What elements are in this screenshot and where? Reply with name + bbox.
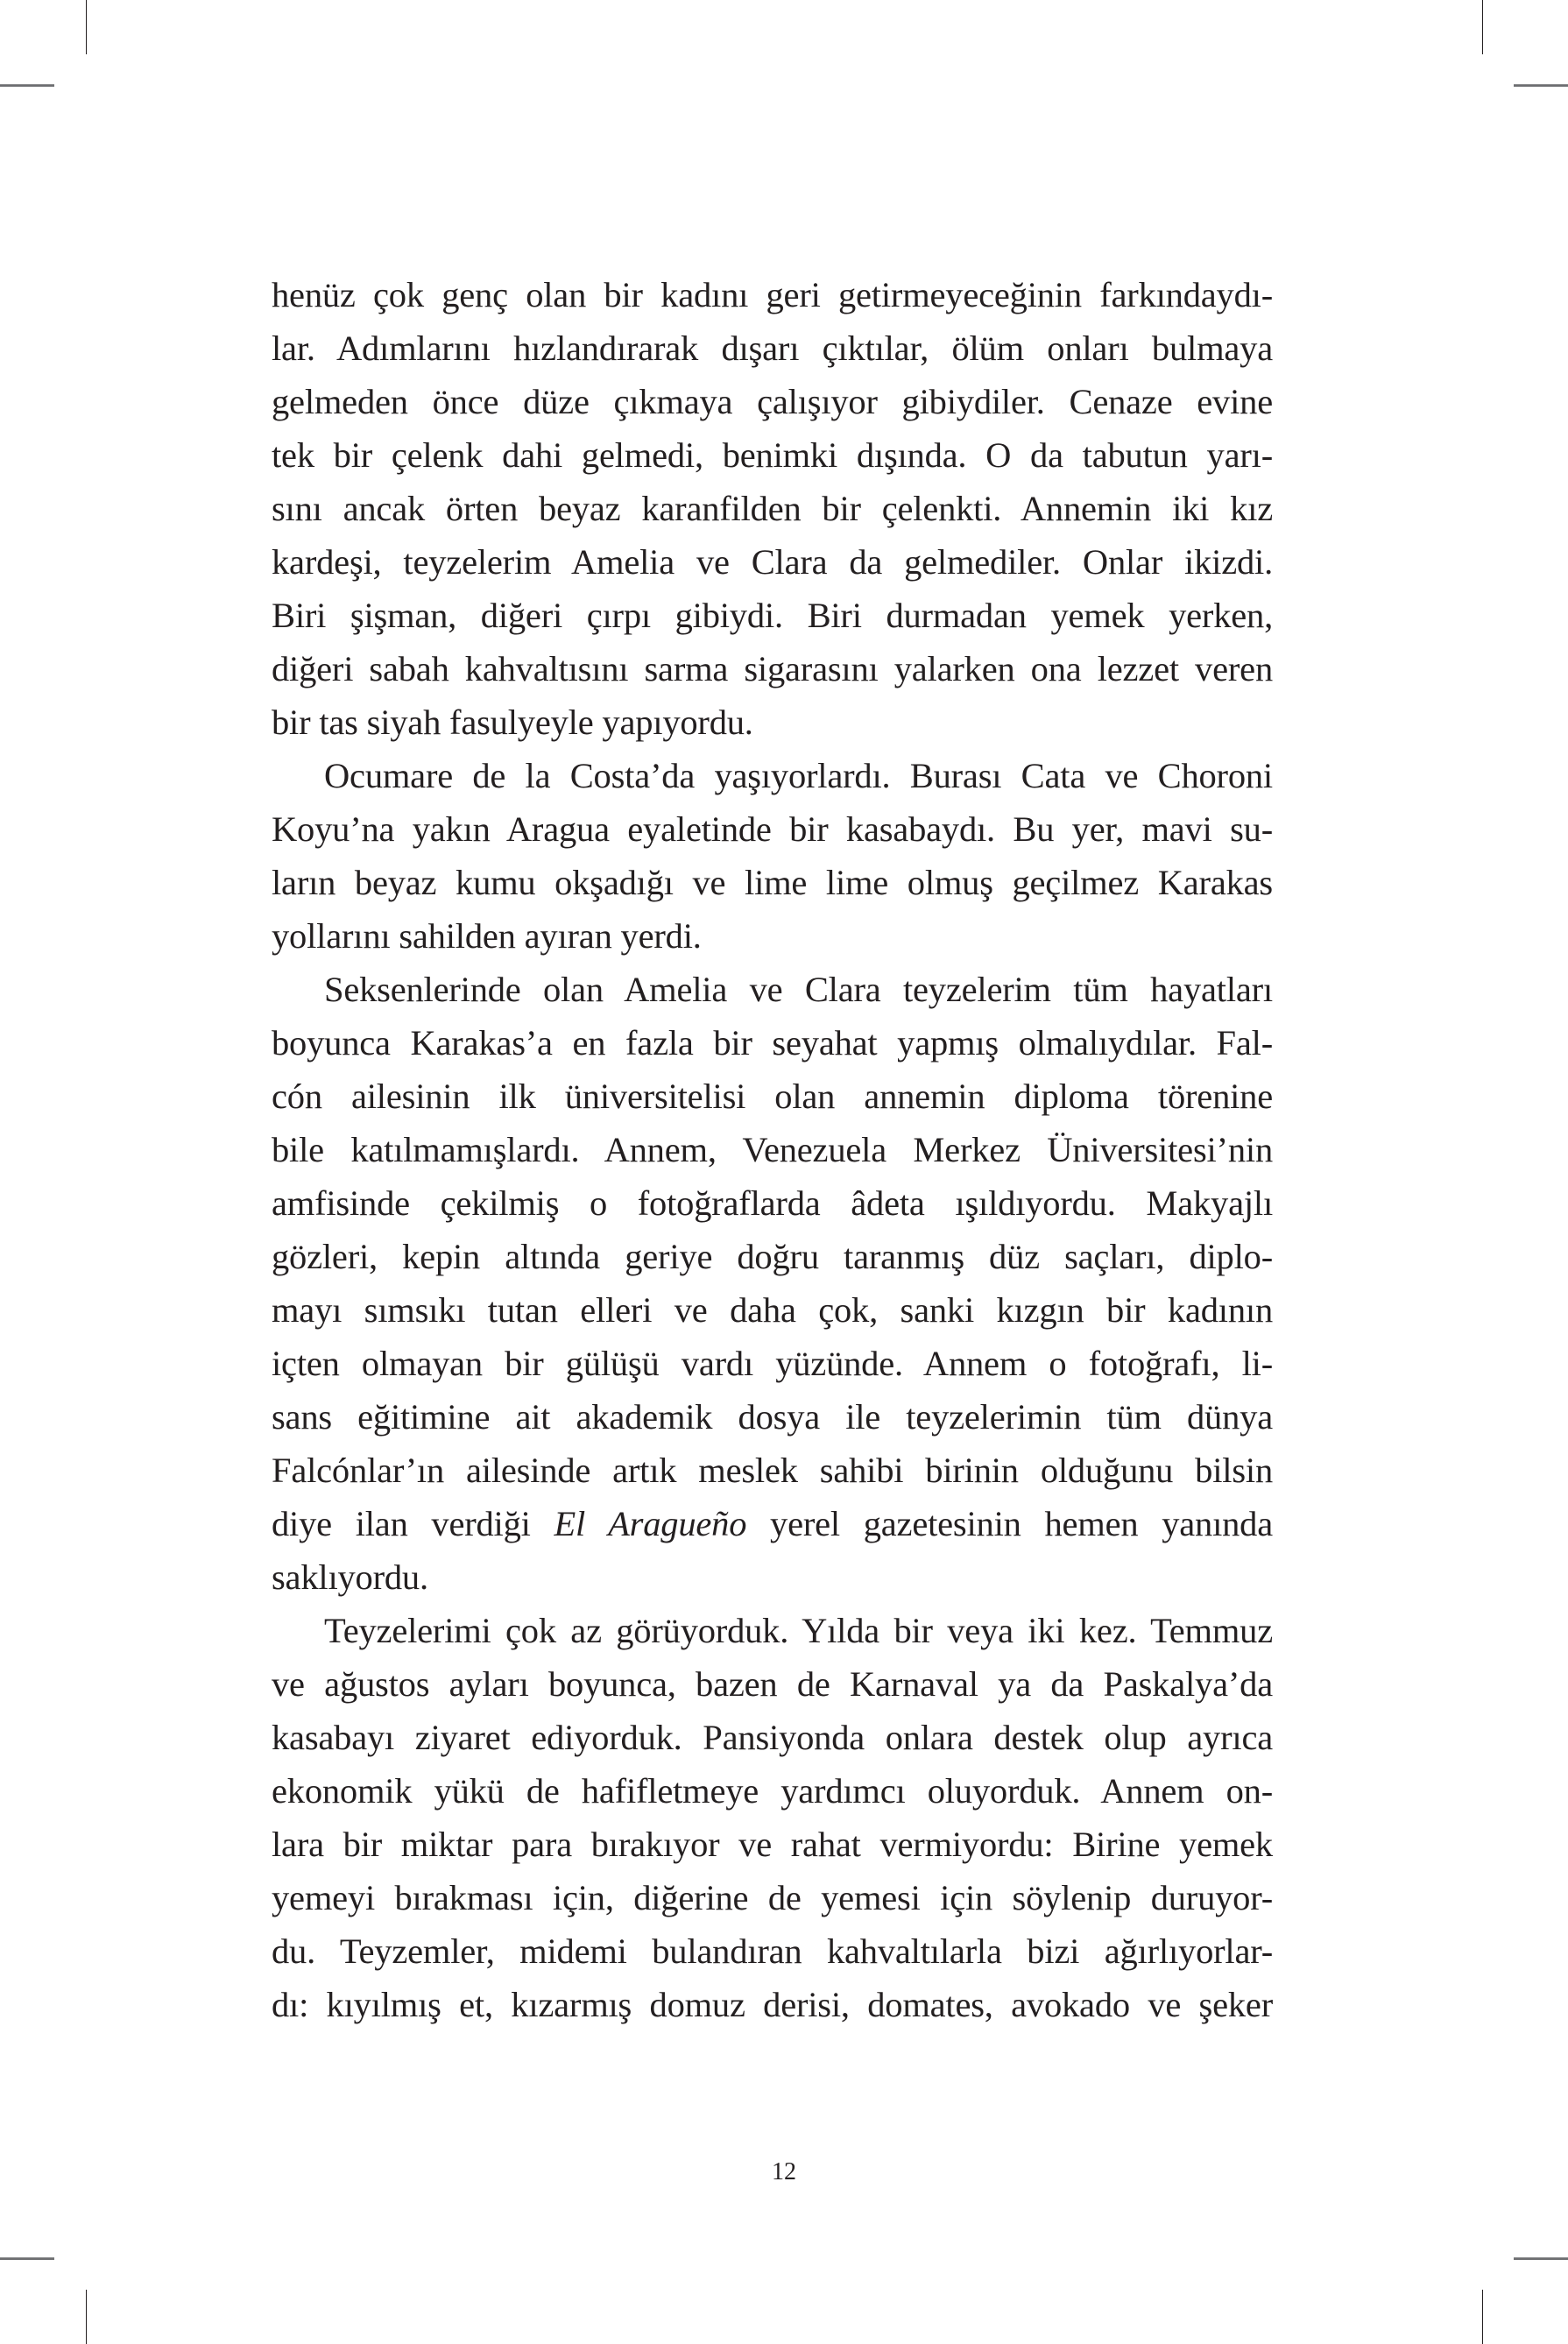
text-line: içten olmayan bir gülüşü vardı yüzünde. Annem o fotoğrafı, li- bbox=[272, 1344, 1273, 1383]
text-line: yollarını sahilden ayıran yerdi. bbox=[272, 916, 702, 956]
text-line: amfisinde çekilmiş o fotoğraflarda âdeta ışıldıyordu. Makyajlı bbox=[272, 1183, 1273, 1223]
text-line: henüz çok genç olan bir kadını geri getirmeyeceğinin farkındaydı- bbox=[272, 275, 1273, 314]
text-fragment: diye ilan verdiği bbox=[272, 1504, 554, 1543]
text-line: diğeri sabah kahvaltısını sarma sigarasını yalarken ona lezzet veren bbox=[272, 649, 1273, 688]
page-number: 12 bbox=[772, 2158, 796, 2185]
text-line: Falcónlar’ın ailesinde artık meslek sahibi birinin olduğunu bilsin bbox=[272, 1451, 1273, 1490]
crop-mark-top-left-vertical bbox=[86, 0, 87, 54]
text-line-with-newspaper-title bbox=[272, 1497, 1273, 1550]
text-line: Seksenlerinde olan Amelia ve Clara teyzelerim tüm hayatları bbox=[324, 970, 1273, 1009]
paragraph bbox=[272, 1604, 1273, 2031]
text-line: sans eğitimine ait akademik dosya ile teyzelerimin tüm dünya bbox=[272, 1397, 1273, 1437]
body-text bbox=[272, 268, 1273, 2031]
text-line: cón ailesinin ilk üniversitelisi olan annemin diploma törenine bbox=[272, 1077, 1273, 1116]
text-line: mayı sımsıkı tutan elleri ve daha çok, sanki kızgın bir kadının bbox=[272, 1290, 1273, 1330]
text-fragment: yerel gazetesinin hemen yanında bbox=[746, 1504, 1273, 1543]
text-line: du. Teyzemler, midemi bulandıran kahvaltılarla bizi ağırlıyorlar- bbox=[272, 1931, 1273, 1971]
crop-mark-top-right-horizontal bbox=[1514, 84, 1568, 87]
text-line: ekonomik yükü de hafifletmeye yardımcı oluyorduk. Annem on- bbox=[272, 1771, 1273, 1811]
text-line: Teyzelerimi çok az görüyorduk. Yılda bir veya iki kez. Temmuz bbox=[324, 1611, 1273, 1650]
paragraph bbox=[272, 749, 1273, 963]
crop-mark-bottom-left-vertical bbox=[86, 2290, 87, 2344]
crop-mark-bottom-left-horizontal bbox=[0, 2257, 54, 2260]
text-line: sını ancak örten beyaz karanfilden bir çelenkti. Annemin iki kız bbox=[272, 489, 1273, 528]
crop-mark-bottom-right-horizontal bbox=[1514, 2257, 1568, 2260]
paragraph bbox=[272, 963, 1273, 1604]
text-line: ve ağustos ayları boyunca, bazen de Karnaval ya da Paskalya’da bbox=[272, 1664, 1273, 1704]
text-line: saklıyordu. bbox=[272, 1557, 428, 1597]
text-line: ların beyaz kumu okşadığı ve lime lime olmuş geçilmez Karakas bbox=[272, 863, 1273, 902]
text-line: dı: kıyılmış et, kızarmış domuz derisi, domates, avokado ve şeker bbox=[272, 1985, 1273, 2024]
text-line: boyunca Karakas’a en fazla bir seyahat yapmış olmalıydılar. Fal- bbox=[272, 1023, 1273, 1063]
text-line: Koyu’na yakın Aragua eyaletinde bir kasabaydı. Bu yer, mavi su- bbox=[272, 809, 1273, 849]
text-line: gözleri, kepin altında geriye doğru taranmış düz saçları, diplo- bbox=[272, 1237, 1273, 1276]
text-line: kardeşi, teyzelerim Amelia ve Clara da gelmediler. Onlar ikizdi. bbox=[272, 542, 1273, 582]
crop-mark-top-right-vertical bbox=[1482, 0, 1483, 54]
text-line: lara bir miktar para bırakıyor ve rahat vermiyordu: Birine yemek bbox=[272, 1825, 1273, 1864]
paragraph bbox=[272, 268, 1273, 749]
crop-mark-top-left-horizontal bbox=[0, 84, 54, 87]
text-line: tek bir çelenk dahi gelmedi, benimki dışında. O da tabutun yarı- bbox=[272, 435, 1273, 475]
text-line: yemeyi bırakması için, diğerine de yemesi için söylenip duruyor- bbox=[272, 1878, 1273, 1917]
newspaper-title: El Aragueño bbox=[554, 1504, 747, 1543]
text-line: bir tas siyah fasulyeyle yapıyordu. bbox=[272, 702, 753, 742]
text-line: Ocumare de la Costa’da yaşıyorlardı. Burası Cata ve Choroni bbox=[324, 756, 1273, 795]
crop-mark-bottom-right-vertical bbox=[1482, 2290, 1483, 2344]
text-line: gelmeden önce düze çıkmaya çalışıyor gibiydiler. Cenaze evine bbox=[272, 382, 1273, 421]
text-line: kasabayı ziyaret ediyorduk. Pansiyonda onlara destek olup ayrıca bbox=[272, 1718, 1273, 1757]
text-line: lar. Adımlarını hızlandırarak dışarı çıktılar, ölüm onları bulmaya bbox=[272, 328, 1273, 368]
text-line: Biri şişman, diğeri çırpı gibiydi. Biri durmadan yemek yerken, bbox=[272, 596, 1273, 635]
text-line: bile katılmamışlardı. Annem, Venezuela Merkez Üniversitesi’nin bbox=[272, 1130, 1273, 1169]
